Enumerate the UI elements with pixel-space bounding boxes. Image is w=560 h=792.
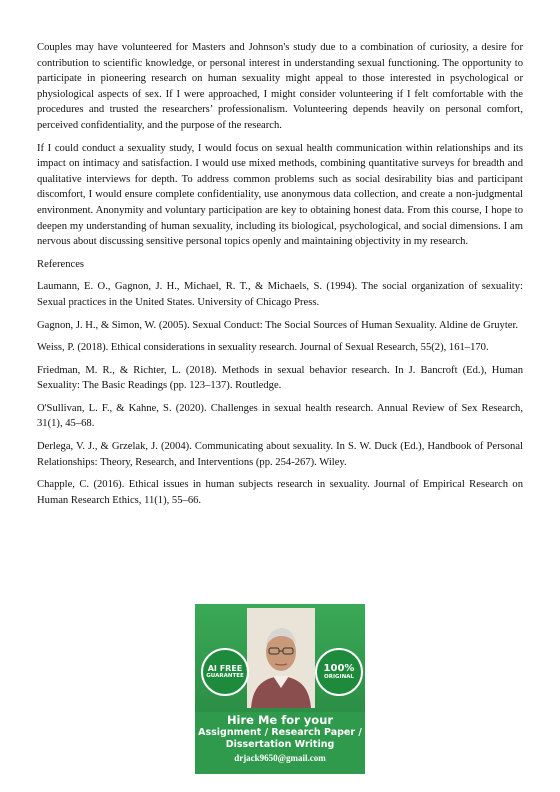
guarantee-label: GUARANTEE [206, 673, 244, 679]
original-label: ORIGINAL [324, 673, 354, 680]
document-page [37, 40, 523, 515]
ad-photo-area [195, 604, 365, 712]
ad-subline-1: Assignment / Research Paper / [198, 727, 362, 738]
reference-item-1: Laumann, E. O., Gagnon, J. H., Michael, R. T., & Michaels, S. (1994). The social organization of sexuality: Sexual practices in the United States. University of Chicago Press. [37, 281, 523, 308]
ai-free-badge [201, 648, 249, 696]
body-paragraph-2: If I could conduct a sexuality study, I would focus on sexual health communication within relationships and its impact on intimacy and satisfaction. I would use mixed methods, combining quantitative surveys for breadth and qualitative interviews for depth. To address common problems such as social desirability bias and participant discomfort, I would ensure complete confidentiality, use anonymous data collection, and create a non-judgmental environment. Anonymity and voluntary participation are key to obtaining honest data. From this course, I hope to deepen my understanding of human sexuality, including its biological, psychological, and social dimensions. I am nervous about discussing sensitive personal topics openly and maintaining objectivity in my research. [37, 142, 523, 248]
ad-headline: Hire Me for your [226, 713, 334, 727]
reference-item-4: Friedman, M. R., & Richter, L. (2018). Methods in sexual behavior research. In J. Bancroft (Ed.), Human Sexuality: The Basic Readings (pp. 123–137). Routledge. [37, 364, 523, 392]
reference-item-6: Derlega, V. J., & Grzelak, J. (2004). Communicating about sexuality. In S. W. Duck (Ed.), Handbook of Personal Relationships: Theory, Research, and Interventions (pp. 254-267). Wiley. [37, 441, 523, 468]
reference-item-2: Gagnon, J. H., & Simon, W. (2005). Sexual Conduct: The Social Sources of Human Sexuality. Aldine de Gruyter. [37, 319, 519, 331]
person-portrait-icon [247, 608, 315, 708]
ad-text-area [195, 712, 365, 774]
ad-email-link[interactable]: drjack9650@gmail.com [234, 753, 326, 763]
reference-item-7: Chapple, C. (2016). Ethical issues in human subjects research in sexuality. Journal of Empirical Research on Human Research Ethics, 11(1), 55–66. [37, 479, 523, 506]
reference-item-5: O'Sullivan, L. F., & Kahne, S. (2020). Challenges in sexual health research. Annual Review of Sex Research, 31(1), 45–68. [37, 402, 523, 430]
portrait-image [247, 608, 315, 708]
references-heading: References [37, 258, 85, 270]
ai-free-label: AI FREE [207, 664, 243, 673]
advertisement-banner[interactable] [195, 604, 365, 774]
percent-label: 100% [323, 662, 355, 674]
body-paragraph-1: Couples may have volunteered for Masters and Johnson's study due to a combination of curiosity, a desire for contribution to scientific knowledge, or personal interest in understanding sexual functioning. The opportunity to participate in pioneering research on human sexuality might appeal to those interested in psychological or physiological aspects of sex. If I were approached, I might consider volunteering if I felt comfortable with the procedures and trusted the researchers’ professionalism. Volunteering depends heavily on personal comfort, perceived confidentiality, and the purpose of the research. [37, 42, 523, 131]
reference-item-3: Weiss, P. (2018). Ethical considerations in sexuality research. Journal of Sexual Research, 55(2), 161–170. [37, 342, 489, 354]
ad-subline-2: Dissertation Writing [225, 739, 335, 750]
original-badge [315, 648, 363, 696]
